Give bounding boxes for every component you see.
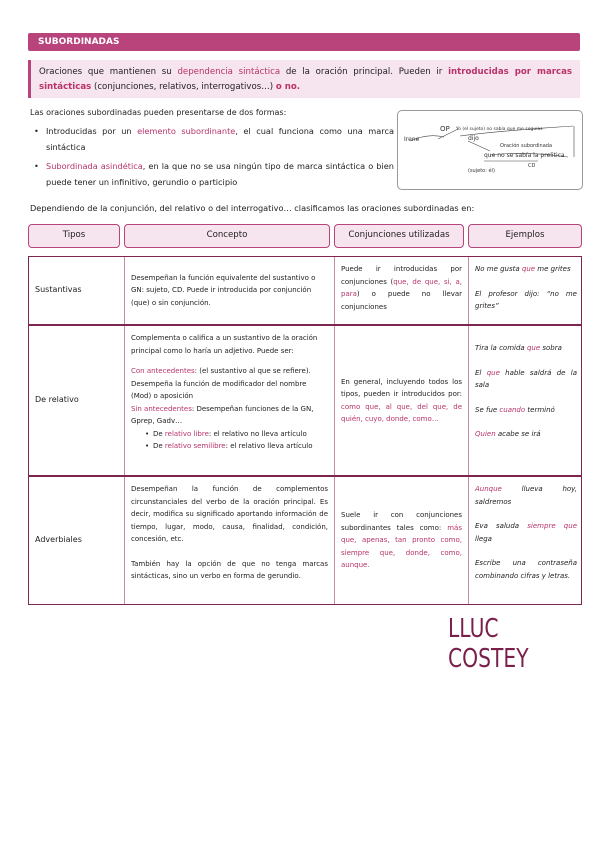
row-concept: Desempeñan la función equivalente del sustantivo o GN: sujeto, CD. Puede ir introducida por conjunción (que) o sin conjunción.: [125, 257, 335, 324]
forms-title: Las oraciones subordinadas pueden presentarse de dos formas:: [30, 108, 287, 117]
row-conjunctions: En general, incluyendo todos los tipos, pueden ir introducidos por: como que, al que, del que, de quién, cuyo, donde, como…: [335, 326, 469, 475]
table-row: [28, 325, 582, 476]
row-concept: Desempeñan la función de complementos circunstanciales del verbo de la oración principal. Es decir, modifica su significado aportando información de tiempo, lugar, modo, causa, finalidad, condición, concesión, etc. También hay la opción de que no tenga marcas sintácticas, sino un verbo en forma de gerundio.: [125, 477, 335, 604]
column-header-concepto: Concepto: [124, 224, 330, 248]
row-type: De relativo: [29, 326, 125, 475]
list-item: • De relativo libre: el relativo no lleva artículo: [145, 428, 328, 441]
row-concept: Complementa o califica a un sustantivo de la oración principal como lo haría un adjetivo. Puede ser: Con antecedentes: (el sustantivo al que se refiere). Desempeña la función de modificador del nombre (Mod) o aposición Sin antecedentes: Desempeñan funciones de la GN, Gprep, Gadv… • De relativo libre: el relativo no lleva artículo • De relativo semilibre: el relativo lleva artículo: [125, 326, 335, 475]
row-type: Adverbiales: [29, 477, 125, 604]
diagram-label: Oración subordinada: [500, 143, 553, 149]
diagram-label: dijo: [468, 135, 479, 142]
list-item: • Introducidas por un elemento subordinante, el cual funciona como una marca sintáctica: [34, 124, 394, 155]
syntax-diagram: [397, 110, 583, 190]
diagram-label: Irene: [404, 136, 420, 143]
intro-text: Oraciones que mantienen su: [39, 67, 178, 77]
row-type: Sustantivas: [29, 257, 125, 324]
column-header-tipos: Tipos: [28, 224, 120, 248]
brand-logo: LLUC COSTEY: [448, 614, 529, 674]
intro-definition: [28, 60, 580, 98]
forms-list: [34, 124, 394, 194]
list-item: • Subordinada asindética, en la que no se usa ningún tipo de marca sintáctica o bien puede tener un infinitivo, gerundio o participio: [34, 159, 394, 190]
diagram-label: OP: [440, 125, 450, 133]
intro-highlight: introducidas por marcas sintácticas: [39, 67, 573, 92]
section-title: SUBORDINADAS: [28, 33, 580, 51]
classification-intro: Dependiendo de la conjunción, del relativo o del interrogativo… clasificamos las oraciones subordinadas en:: [30, 203, 475, 213]
row-examples: No me gusta que me grites El profesor dijo: “no me grites”: [475, 265, 577, 310]
table-row: [28, 256, 582, 325]
diagram-lines: [398, 111, 584, 191]
intro-text: (conjunciones, relativos, interrogativos…): [91, 82, 276, 92]
row-examples: Aunque llueva hoy, saldremos Eva saluda siempre que llega Escribe una contraseña combinando cifras y letras.: [475, 485, 577, 580]
list-item: • De relativo semilibre: el relativo lleva artículo: [145, 440, 328, 453]
intro-text: de la oración principal. Pueden ir: [280, 67, 449, 77]
table-row: [28, 476, 582, 605]
diagram-label: CD: [528, 163, 536, 169]
diagram-label: que no se sabía la prelitica: [484, 152, 565, 159]
row-examples: Tira la comida que sobra El que hable saldrá de la sala Se fue cuando terminó Quien acabe se irá: [475, 344, 577, 438]
diagram-label: (sujeto: él): [468, 168, 495, 174]
column-header-ejemplos: Ejemplos: [468, 224, 582, 248]
intro-highlight: dependencia sintáctica: [177, 67, 281, 77]
row-conjunctions: Suele ir con conjunciones subordinantes tales como: más que, apenas, tan pronto como, siempre que, donde, como, aunque.: [335, 477, 469, 604]
column-header-conjunciones: Conjunciones utilizadas: [334, 224, 464, 248]
diagram-label: Yo (el sujeto) no sabía que me seguías: [456, 127, 543, 132]
row-conjunctions: Puede ir introducidas por conjunciones (que, de que, si, a, para) o puede no llevar conjunciones: [335, 257, 469, 324]
intro-highlight: o no.: [275, 82, 301, 92]
